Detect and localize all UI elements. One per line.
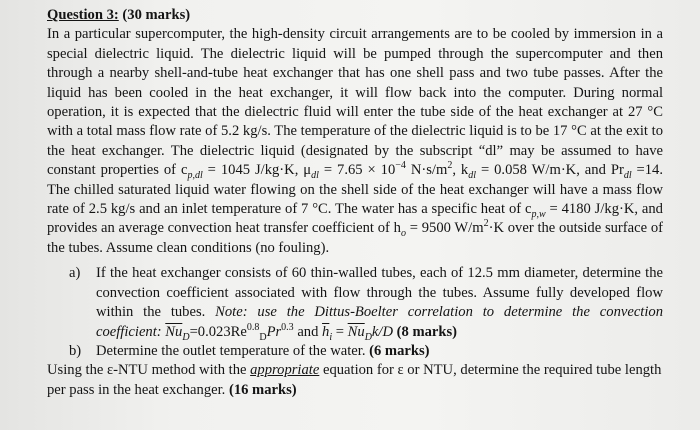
question-title: Question 3:	[47, 7, 119, 23]
pr-subscript: dl	[623, 170, 632, 182]
dittus-boelter-eq: =0.023Re	[189, 323, 247, 340]
question-heading	[47, 6, 663, 25]
h-i-equals: =	[332, 323, 348, 340]
nu-d-symbol: $\overline{Nu}$	[165, 323, 183, 340]
mu-unit: N·s/m	[405, 162, 448, 179]
re-exponent: 0.8	[246, 321, 260, 333]
part-a-label: a)	[69, 265, 81, 282]
part-a-note: Note: use the Dittus-Boelter correlation to determine the convection coefficient:	[96, 304, 664, 340]
k-prefix: , k	[452, 162, 469, 179]
part-a-text: If the heat exchanger consists of 60 thin-walled tubes, each of 12.5 mm diameter, determine the convection coefficient associated with flow through the tubes. Assume fully developed flow within the tubes.	[96, 265, 663, 321]
part-c-emphasis: appropriate	[250, 362, 320, 379]
problem-text-1: In a particular supercomputer, the high-density circuit arrangements are to be cooled by immersion in a special dielectric liquid. The dielectric liquid will be pumped through the supercomputer and then through a nearby shell-and-tube heat exchanger that has one shell pass and two tube passes. After the liquid has been cooled in the heat exchanger, it will flow back into the computer. During normal operation, it is expected that the dielectric fluid will enter the tube side of the heat exchanger at 27 °C with a total mass flow rate of 5.2 kg/s. The temperature of the dielectric liquid is to be 17 °C at the exit to the heat exchanger. The dielectric liquid (designated by the subscript “dl” may be assumed to have constant properties of c	[47, 26, 663, 179]
h-exponent: 2	[483, 218, 489, 230]
k-over-d: k/D	[371, 323, 393, 340]
part-b-body	[96, 342, 663, 361]
pr-value: =14. The chilled saturated liquid water flowing on the shell side of the heat exchanger will have a mass flow rate of 2.5 kg/s and an inlet temperature of 7 °C. The water has a specific heat of c	[47, 162, 664, 218]
part-b-text: Determine the outlet temperature of the water.	[96, 342, 370, 359]
mu-value: = 7.65 × 10	[318, 162, 396, 179]
part-c-text-1: Using the ε-NTU method with the	[47, 362, 251, 379]
mu-unit-exponent: 2	[447, 160, 453, 172]
pr-symbol: Pr	[266, 323, 282, 340]
question-marks: (30 marks)	[122, 7, 191, 23]
part-c-text-2: equation for ε or NTU, determine the required tube length per pass in the heat exchanger.	[47, 362, 662, 398]
nu-d-subscript: D	[182, 331, 190, 343]
cw-value: = 4180 J/kg·K, and provides an average convection heat transfer coefficient of h	[47, 201, 663, 237]
part-a-body	[96, 264, 663, 342]
pr-exponent: 0.3	[281, 321, 294, 333]
cp-value: = 1045 J/kg·K, μ	[202, 162, 312, 179]
part-c	[47, 361, 663, 400]
formula-and: and	[293, 323, 323, 340]
nu-d-subscript-2: D	[364, 331, 372, 343]
k-subscript: dl	[468, 170, 477, 182]
problem-statement	[47, 25, 663, 258]
problem-text-end: ·K over the outside surface of the tubes. Assume clean conditions (no fouling).	[47, 220, 664, 256]
cw-subscript: p,w	[531, 208, 546, 220]
cp-subscript: p,dl	[187, 170, 203, 182]
h-i-subscript: i	[329, 331, 333, 343]
part-b-label: b)	[69, 342, 82, 359]
part-a	[47, 264, 663, 342]
part-c-marks: (16 marks)	[228, 381, 297, 398]
k-value: = 0.058 W/m·K, and Pr	[476, 162, 624, 179]
mu-exponent: −4	[395, 160, 406, 172]
part-a-marks: (8 marks)	[393, 323, 458, 340]
part-b	[47, 342, 663, 361]
h-i-symbol: $\overline{h}$	[322, 323, 330, 340]
re-subscript: D	[259, 331, 267, 343]
nu-d-symbol-2: $\overline{Nu}$	[347, 323, 365, 340]
part-b-marks: (6 marks)	[369, 342, 430, 359]
h-value: = 9500 W/m	[405, 220, 484, 237]
h-subscript: o	[400, 228, 406, 240]
question-document	[47, 6, 663, 400]
mu-subscript: dl	[311, 170, 319, 182]
